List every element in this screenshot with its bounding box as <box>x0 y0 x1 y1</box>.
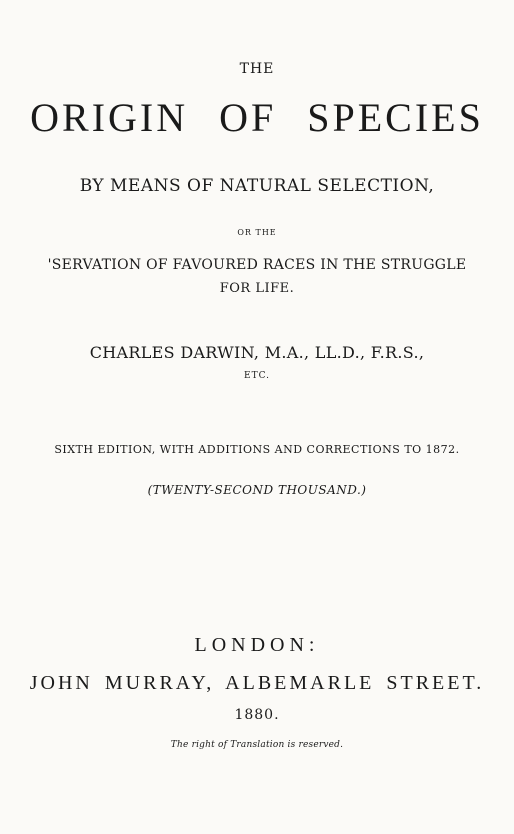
rights-notice: The right of Translation is reserved. <box>170 740 344 750</box>
book-title: ORIGIN OF SPECIES <box>30 95 484 140</box>
publisher-line: JOHN MURRAY, ALBEMARLE STREET. <box>29 672 485 694</box>
city-line: LONDON: <box>194 634 320 656</box>
edition-line: SIXTH EDITION, WITH ADDITIONS AND CORRECTIONS TO 1872. <box>54 443 460 456</box>
or-the-line: OR THE <box>237 228 277 237</box>
the-heading: THE <box>239 61 275 77</box>
etc-line: ETC. <box>244 371 270 381</box>
year-line: 1880. <box>234 707 280 723</box>
thousand-line: (TWENTY-SECOND THOUSAND.) <box>147 483 367 497</box>
author-line: CHARLES DARWIN, M.A., LL.D., F.R.S., <box>89 343 425 362</box>
preservation-line: 'SERVATION OF FAVOURED RACES IN THE STRUGGLE <box>47 257 467 273</box>
book-subtitle: BY MEANS OF NATURAL SELECTION, <box>79 176 435 196</box>
for-life-line: FOR LIFE. <box>219 281 295 296</box>
